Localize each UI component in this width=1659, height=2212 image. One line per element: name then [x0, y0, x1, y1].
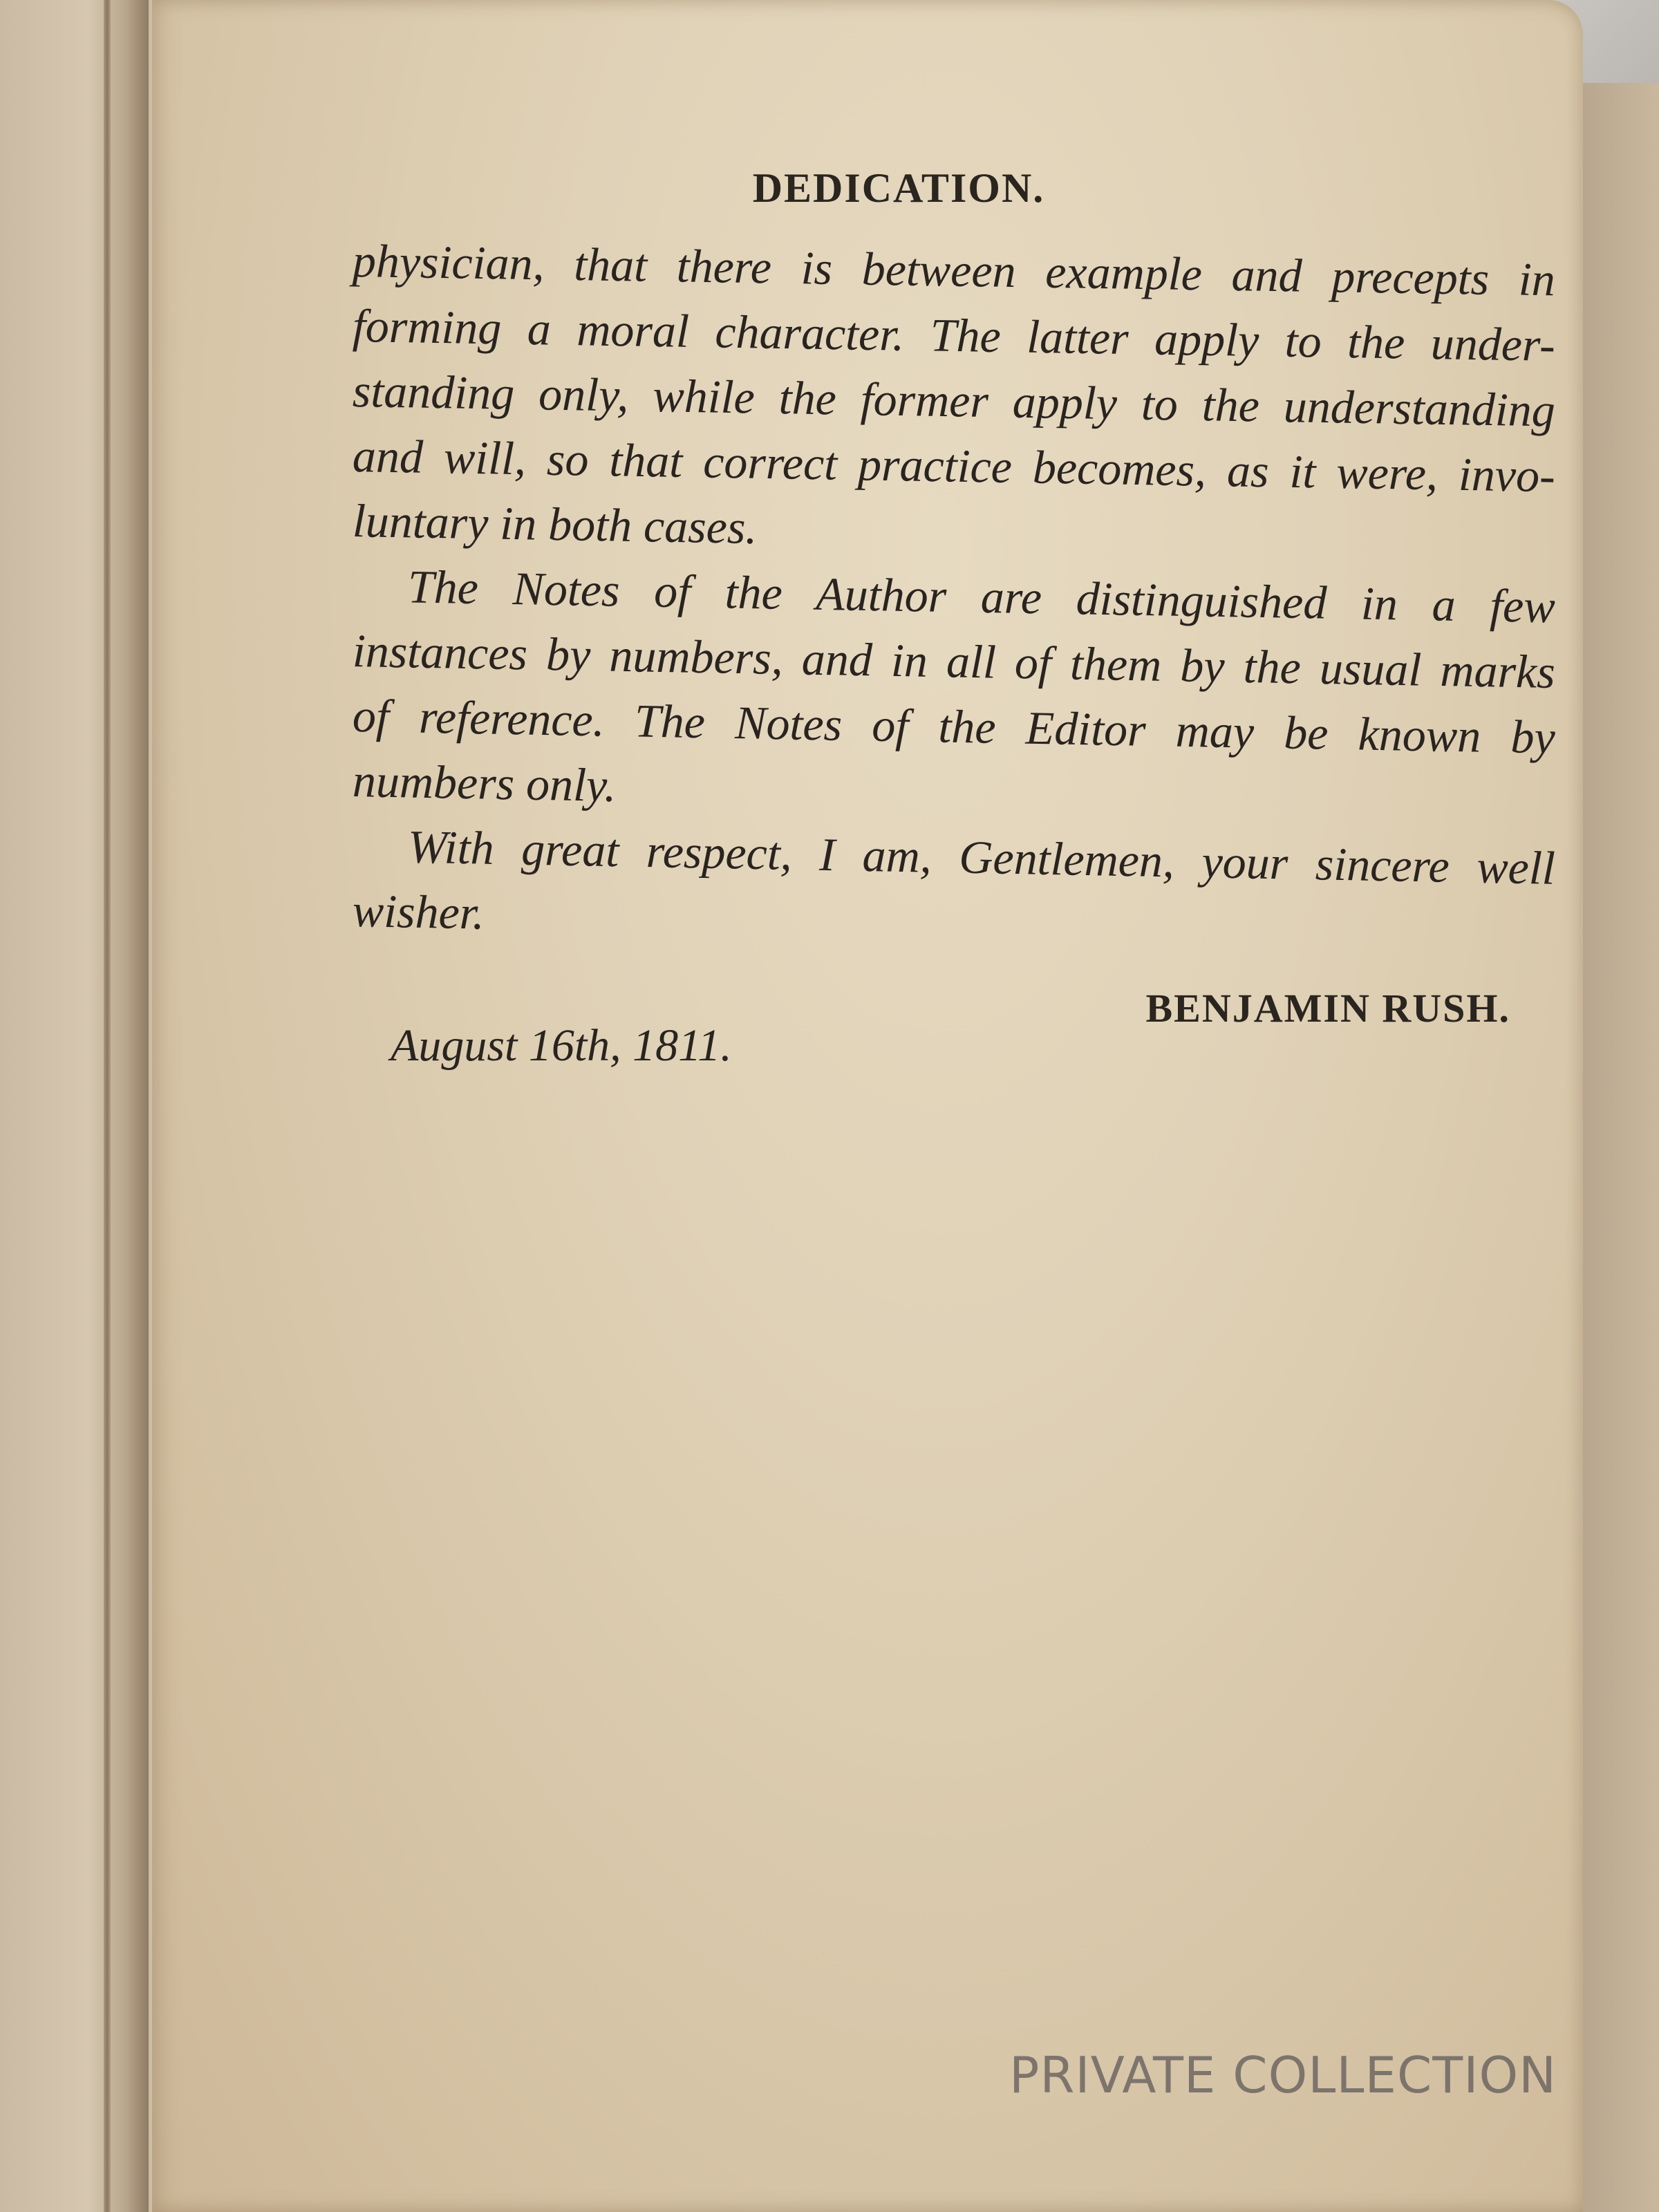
text-line: With great respect, I am, Gentlemen, your sincere well	[407, 820, 1556, 894]
text-line: numbers only.	[352, 754, 617, 812]
text-line: The Notes of the Author are distinguished in a few	[407, 560, 1556, 633]
text-line: of reference. The Notes of the Editor may be known by	[352, 689, 1556, 764]
text-line: instances by numbers, and in all of them by the usual marks	[352, 624, 1556, 698]
dedication-date: August 16th, 1811.	[391, 1020, 732, 1071]
left-page-edge	[0, 0, 149, 2212]
gutter-shadow	[104, 0, 111, 2212]
show-through-text	[318, 1065, 1548, 2198]
text-line: and will, so that correct practice becomes, as it were, invo-	[352, 429, 1556, 503]
watermark: PRIVATE COLLECTION	[1009, 2046, 1557, 2104]
signature: BENJAMIN RUSH.	[1145, 986, 1510, 1031]
dedication-text	[353, 228, 1555, 943]
book-cover-edge	[1583, 83, 1659, 2212]
text-line: standing only, while the former apply to the understanding	[352, 364, 1556, 437]
text-line: wisher.	[352, 884, 485, 939]
page-heading: DEDICATION.	[752, 165, 1045, 211]
text-line: forming a moral character. The latter apply to the under-	[352, 299, 1556, 371]
text-line: physician, that there is between example and precepts in	[352, 234, 1556, 306]
text-line: luntary in both cases.	[352, 494, 758, 554]
